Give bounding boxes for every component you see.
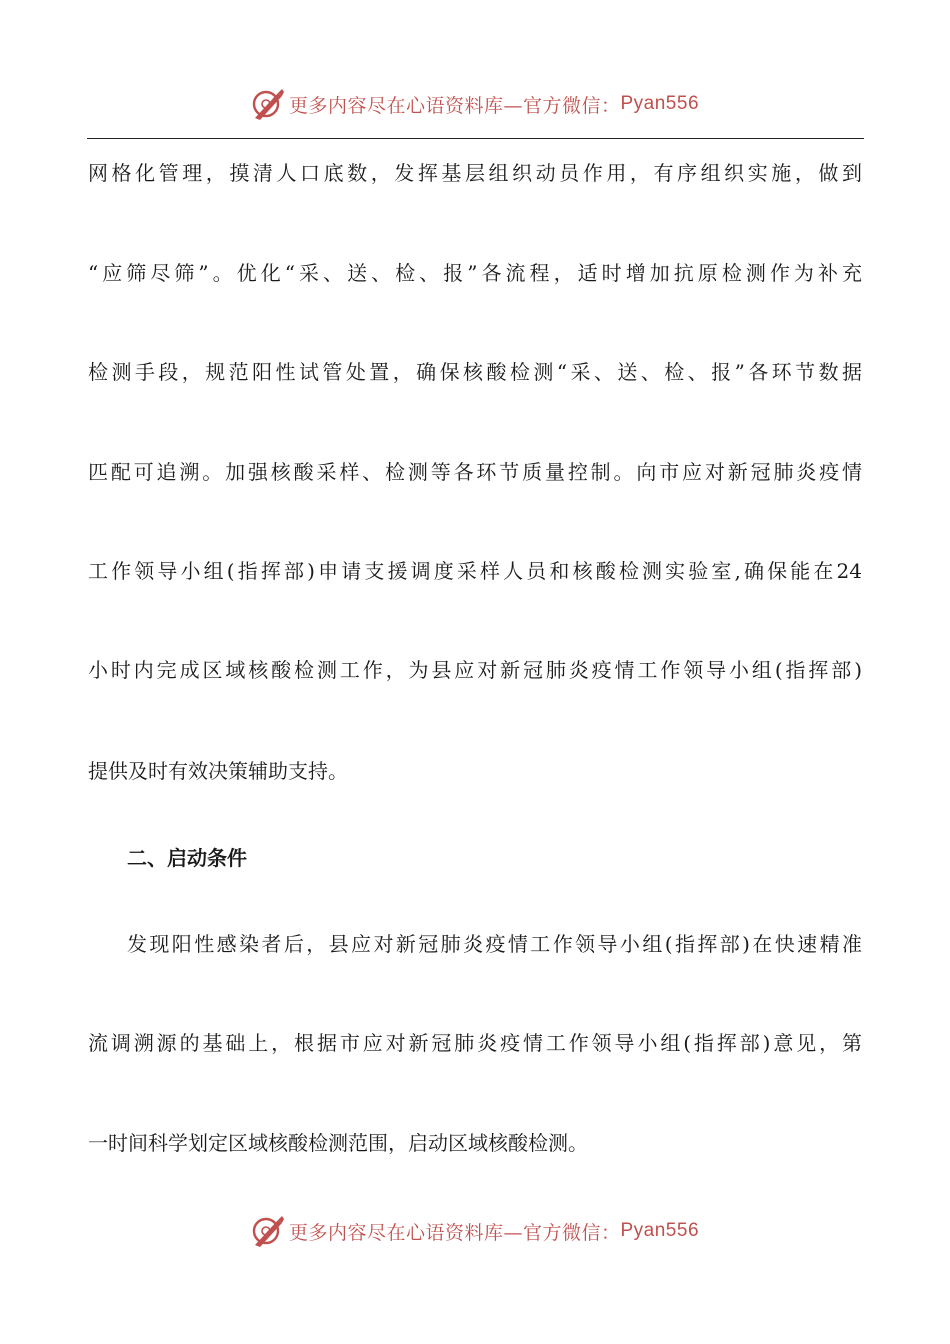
banner-text: 更多内容尽在心语资料库—官方微信： bbox=[288, 94, 621, 117]
footer-banner bbox=[0, 1211, 950, 1251]
text-line: 流调溯源的基础上，根据市应对新冠肺炎疫情工作领导小组(指挥部)意见，第 bbox=[88, 1031, 862, 1055]
text-line: “应筛尽筛”。优化“采、送、检、报”各流程，适时增加抗原检测作为补充 bbox=[88, 261, 862, 285]
banner-wechat-id: Pyan556 bbox=[620, 1220, 700, 1241]
pen-in-circle-icon bbox=[251, 1214, 285, 1248]
text-line: 小时内完成区域核酸检测工作，为县应对新冠肺炎疫情工作领导小组(指挥部) bbox=[88, 658, 862, 682]
text-line: 发现阳性感染者后，县应对新冠肺炎疫情工作领导小组(指挥部)在快速精准 bbox=[127, 932, 862, 956]
pen-in-circle-icon bbox=[251, 87, 285, 121]
header-banner bbox=[0, 84, 950, 124]
banner-wechat-id: Pyan556 bbox=[620, 93, 700, 114]
text-line: 网格化管理，摸清人口底数，发挥基层组织动员作用，有序组织实施，做到 bbox=[88, 161, 862, 185]
text-line: 检测手段，规范阳性试管处置，确保核酸检测“采、送、检、报”各环节数据 bbox=[88, 360, 862, 384]
text-line: 工作领导小组(指挥部)申请支援调度采样人员和核酸检测实验室,确保能在24 bbox=[88, 559, 862, 583]
text-line: 一时间科学划定区域核酸检测范围，启动区域核酸检测。 bbox=[88, 1131, 588, 1155]
section-heading: 二、启动条件 bbox=[127, 846, 247, 870]
text-line: 匹配可追溯。加强核酸采样、检测等各环节质量控制。向市应对新冠肺炎疫情 bbox=[88, 460, 862, 484]
text-line: 提供及时有效决策辅助支持。 bbox=[88, 759, 348, 783]
banner-text: 更多内容尽在心语资料库—官方微信： bbox=[288, 1221, 621, 1244]
header-divider bbox=[87, 138, 864, 139]
